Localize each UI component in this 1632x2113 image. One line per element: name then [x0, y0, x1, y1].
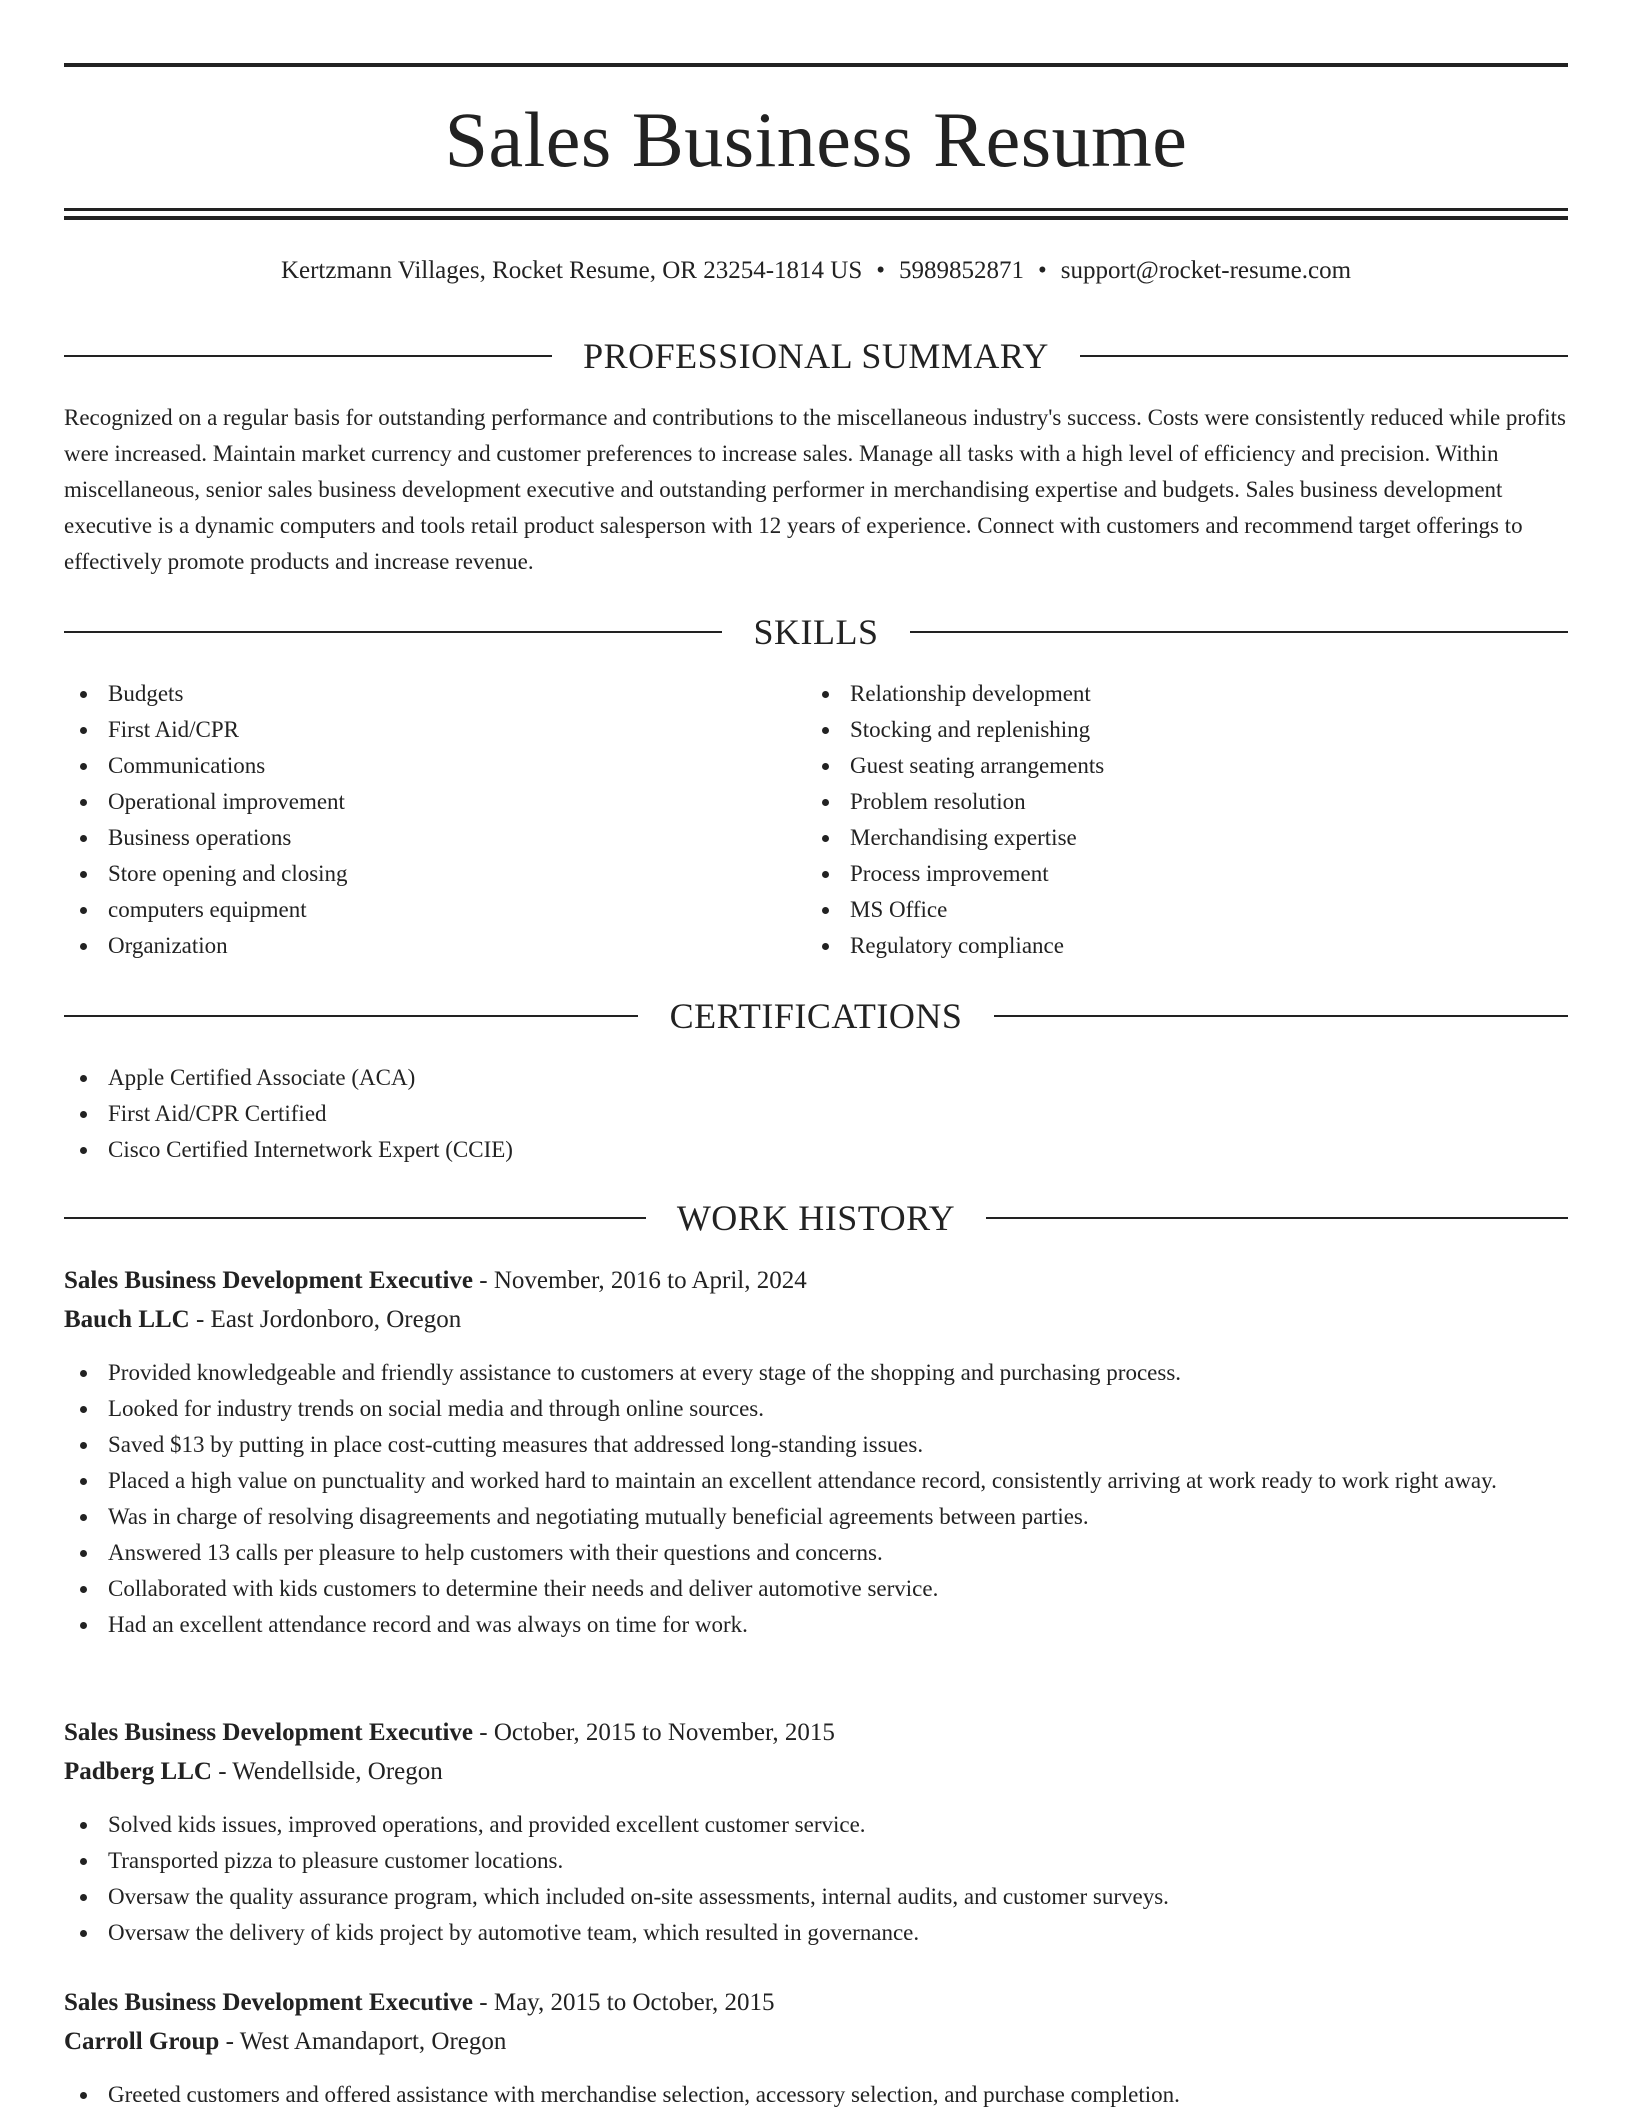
- job-bullets: [64, 1807, 1568, 1951]
- certification-item: Cisco Certified Internetwork Expert (CCIE): [64, 1132, 1568, 1168]
- section-heading-skills: [64, 610, 1568, 654]
- skill-item: MS Office: [806, 892, 1546, 928]
- certification-item: First Aid/CPR Certified: [64, 1096, 1568, 1132]
- job-title: Sales Business Development Executive: [64, 1719, 474, 1746]
- job-bullets: [64, 2077, 1568, 2113]
- skill-item: Budgets: [64, 676, 764, 712]
- job-title: Sales Business Development Executive: [64, 1267, 474, 1294]
- job-company: Carroll Group: [64, 2028, 220, 2055]
- job-dates: - October, 2015 to November, 2015: [473, 1719, 835, 1746]
- job-bullet: Provided knowledgeable and friendly assistance to customers at every stage of the shopping and purchasing process.: [64, 1355, 1568, 1391]
- contact-email: support@rocket-resume.com: [1060, 257, 1352, 284]
- job-bullet: Solved kids issues, improved operations, and provided excellent customer service.: [64, 1807, 1568, 1843]
- job-title-line: [64, 1714, 1568, 1752]
- skill-item: Organization: [64, 928, 764, 964]
- job-bullet: Answered 13 calls per pleasure to help customers with their questions and concerns.: [64, 1535, 1568, 1571]
- skills-list-left: [64, 676, 764, 964]
- certifications-list: [64, 1060, 1568, 1168]
- job-location: - Wendellside, Oregon: [211, 1758, 443, 1785]
- skill-item: Relationship development: [806, 676, 1546, 712]
- contact-line: [64, 254, 1568, 288]
- section-heading-work-history: [64, 1196, 1568, 1240]
- summary-text: Recognized on a regular basis for outstanding performance and contributions to the miscellaneous industry's success. Costs were consistently reduced while profits were increased. Maintain market currency and customer preferences to increase sales. Manage all tasks with a high level of efficiency and precision. Within miscellaneous, senior sales business development executive and outstanding performer in merchandising expertise and budgets. Sales business development executive is a dynamic computers and tools retail product salesperson with 12 years of experience. Connect with customers and recommend target offerings to effectively promote products and increase revenue.: [64, 405, 1566, 574]
- contact-separator: •: [876, 257, 885, 284]
- job-bullet: Transported pizza to pleasure customer locations.: [64, 1843, 1568, 1879]
- job-company-line: [64, 1753, 1568, 1791]
- contact-separator: •: [1038, 257, 1047, 284]
- job-bullet: Was in charge of resolving disagreements and negotiating mutually beneficial agreements between parties.: [64, 1499, 1568, 1535]
- section-title: CERTIFICATIONS: [669, 996, 963, 1036]
- job-dates: - May, 2015 to October, 2015: [473, 1989, 775, 2016]
- skill-item: Guest seating arrangements: [806, 748, 1546, 784]
- job-company: Bauch LLC: [64, 1306, 190, 1333]
- job-bullet: Collaborated with kids customers to determine their needs and deliver automotive service.: [64, 1571, 1568, 1607]
- section-title: WORK HISTORY: [676, 1198, 956, 1238]
- skill-item: Process improvement: [806, 856, 1546, 892]
- job-title-line: [64, 1262, 1568, 1300]
- skill-item: Stocking and replenishing: [806, 712, 1546, 748]
- job-company: Padberg LLC: [64, 1758, 212, 1785]
- skill-item: First Aid/CPR: [64, 712, 764, 748]
- resume-title: Sales Business Resume: [444, 96, 1188, 183]
- job-company-line: [64, 1301, 1568, 1339]
- skill-item: Problem resolution: [806, 784, 1546, 820]
- job-bullet: Placed a high value on punctuality and worked hard to maintain an excellent attendance record, consistently arriving at work ready to work right away.: [64, 1463, 1568, 1499]
- job-company-line: [64, 2023, 1568, 2061]
- skill-item: Operational improvement: [64, 784, 764, 820]
- skill-item: Regulatory compliance: [806, 928, 1546, 964]
- job-dates: - November, 2016 to April, 2024: [473, 1267, 807, 1294]
- job-location: - East Jordonboro, Oregon: [189, 1306, 462, 1333]
- skill-item: Business operations: [64, 820, 764, 856]
- section-title: PROFESSIONAL SUMMARY: [583, 336, 1049, 376]
- job-bullet: Saved $13 by putting in place cost-cutting measures that addressed long-standing issues.: [64, 1427, 1568, 1463]
- section-title: SKILLS: [753, 612, 879, 652]
- job-location: - West Amandaport, Oregon: [219, 2028, 507, 2055]
- certification-item: Apple Certified Associate (ACA): [64, 1060, 1568, 1096]
- skill-item: computers equipment: [64, 892, 764, 928]
- job-bullet: Had an excellent attendance record and was always on time for work.: [64, 1607, 1568, 1643]
- job-title: Sales Business Development Executive: [64, 1989, 474, 2016]
- contact-phone: 5989852871: [899, 257, 1024, 284]
- contact-address: Kertzmann Villages, Rocket Resume, OR 23254-1814 US: [280, 257, 863, 284]
- job-bullet: Oversaw the delivery of kids project by automotive team, which resulted in governance.: [64, 1915, 1568, 1951]
- section-heading-summary: [64, 334, 1568, 378]
- job-bullet: Greeted customers and offered assistance with merchandise selection, accessory selection, and purchase completion.: [64, 2077, 1568, 2113]
- skill-item: Communications: [64, 748, 764, 784]
- header-top-rule: [64, 63, 1568, 67]
- header-double-rule: [64, 208, 1568, 220]
- skill-item: Merchandising expertise: [806, 820, 1546, 856]
- skills-list-right: [806, 676, 1546, 964]
- job-bullet: Looked for industry trends on social media and through online sources.: [64, 1391, 1568, 1427]
- job-bullet: Oversaw the quality assurance program, which included on-site assessments, internal audits, and customer surveys.: [64, 1879, 1568, 1915]
- job-title-line: [64, 1984, 1568, 2022]
- skill-item: Store opening and closing: [64, 856, 764, 892]
- section-heading-certifications: [64, 994, 1568, 1038]
- job-bullets: [64, 1355, 1568, 1643]
